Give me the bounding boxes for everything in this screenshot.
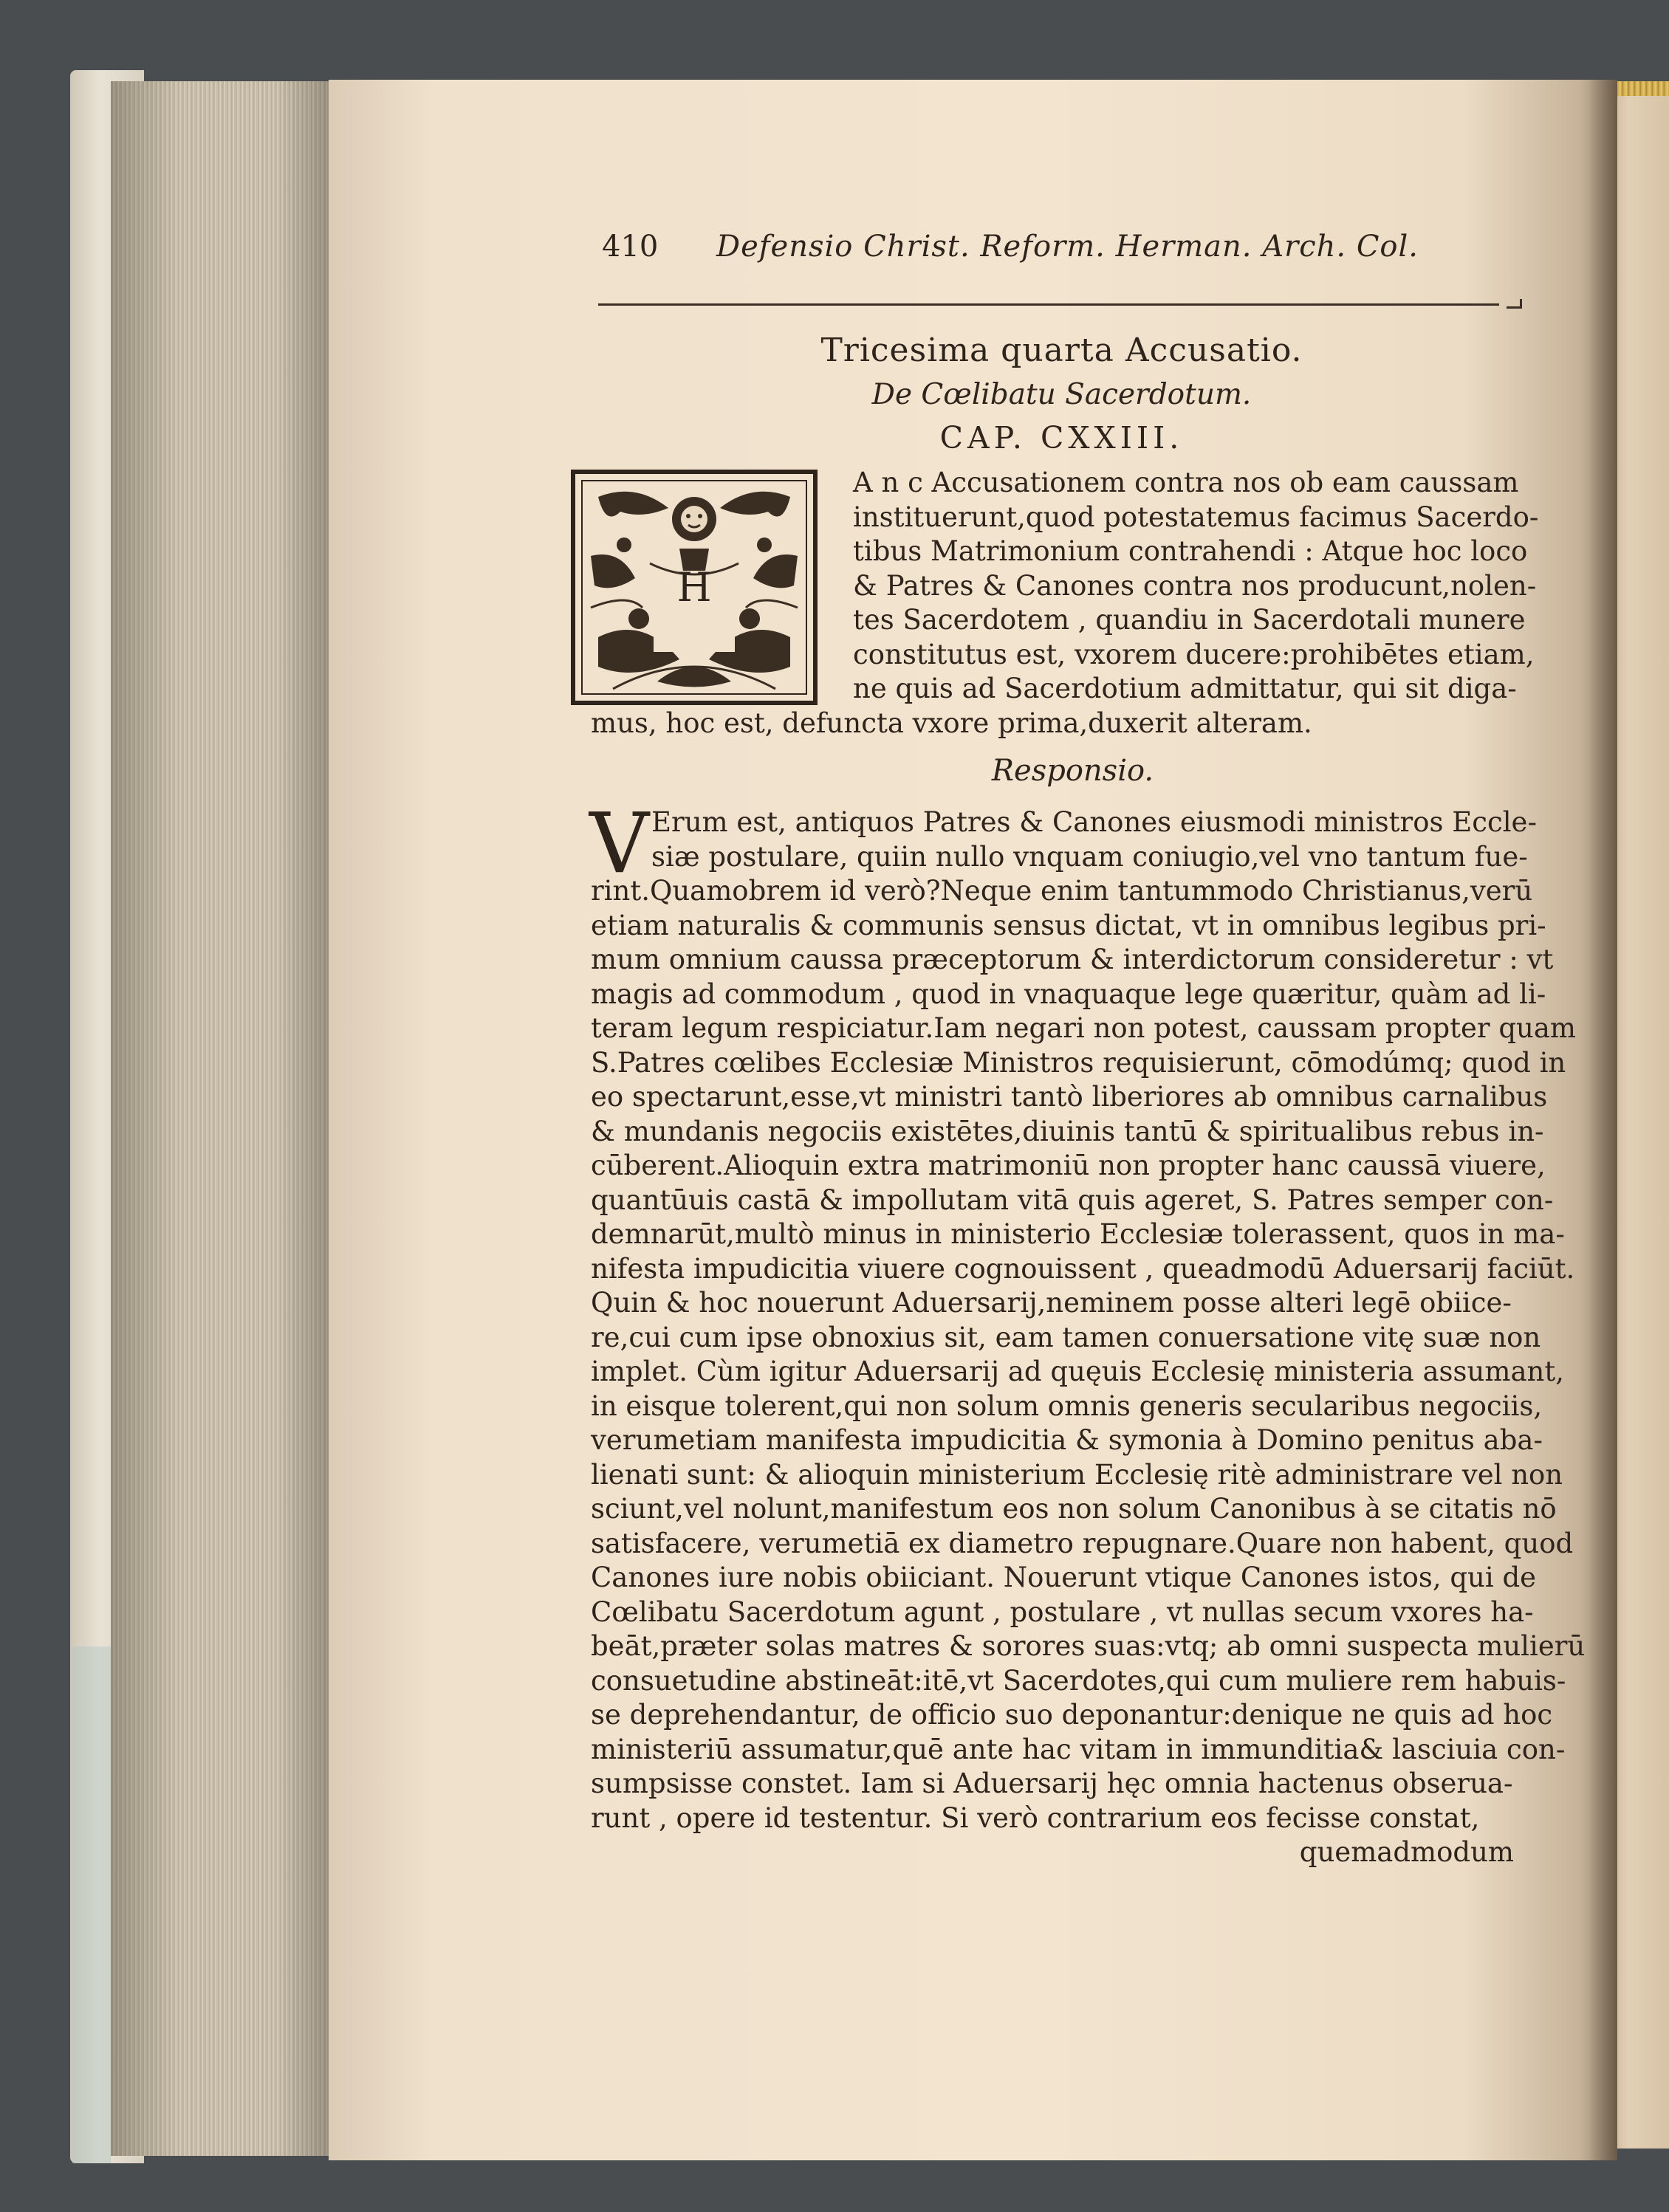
text-line: nifesta impudicitia viuere cognouissent , queadmodū Aduersarij faciūt. [591,1252,1575,1285]
catchword: quemadmodum [1299,1836,1514,1868]
text-line: runt , opere id testentur. Si verò contrarium eos fecisse constat, [591,1801,1480,1834]
head-rule-ornament [1507,299,1522,309]
initial-letter: H [676,564,712,611]
text-line: ne quis ad Sacerdotium admittatur, qui sit diga- [853,673,1517,704]
text-line: lienati sunt: & alioquin ministerium Ecclesię ritè administrare vel non [591,1458,1563,1491]
text-line: Canones iure nobis obiiciant. Nouerunt vtique Canones istos, qui de [591,1562,1537,1593]
text-line: re,cui cum ipse obnoxius sit, eam tamen conuersatione vitę suæ non [591,1321,1541,1353]
running-title: Defensio Christ. Reform. Herman. Arch. Col. [716,230,1419,264]
text-line: beāt,præter solas matres & sorores suas:vtq; ab omni suspecta mulierū [591,1630,1586,1662]
text-line: sciunt,vel nolunt,manifestum eos non solum Canonibus à se citatis nō [591,1493,1557,1525]
text-line: A n c Accusationem contra nos ob eam caussam [853,467,1519,498]
text-line: teram legum respiciatur.Iam negari non potest, caussam propter quam [591,1012,1577,1044]
head-rule [598,303,1499,306]
page-number: 410 [602,230,659,264]
text-line: mum omnium caussa præceptorum & interdictorum consideretur : vt [591,944,1554,975]
text-line: instituerunt,quod potestatemus facimus Sacerdo- [853,501,1539,533]
page-edges-shadow [111,81,332,2156]
page-gutter-shadow [1588,80,1617,2160]
text-line: consuetudine abstineāt:itē,vt Sacerdotes,qui cum muliere rem habuis- [591,1664,1566,1697]
text-line: cūberent.Alioquin extra matrimoniū non propter hanc caussā viuere, [591,1150,1546,1181]
response-paragraph [589,796,1586,1835]
text-line: rint.Quamobrem id verò?Neque enim tantummodo Christianus,verū [591,875,1533,907]
text-line: etiam naturalis & communis sensus dictat, vt in omnibus legibus pri- [591,909,1546,941]
text-line: constitutus est, vxorem ducere:prohibētes etiam, [853,638,1535,670]
text-block [589,225,1586,1869]
woodcut-ornament-icon [569,467,820,707]
text-line: se deprehendantur, de officio suo deponantur:denique ne quis ad hoc [591,1699,1553,1731]
text-line: eo spectarunt,esse,vt ministri tantò liberiores ab omnibus carnalibus [591,1081,1548,1113]
text-line: mus, hoc est, defuncta vxore prima,duxerit alteram. [591,707,1312,739]
text-line: sumpsisse constet. Iam si Aduersarij hęc omnia hactenus obserua- [591,1768,1513,1799]
text-line: S.Patres cœlibes Ecclesiæ Ministros requisierunt, cōmodúmq; quod in [591,1046,1566,1079]
text-line: demnarūt,multò minus in ministerio Ecclesiæ tolerassent, quos in ma- [591,1218,1565,1250]
response-heading: Responsio. [991,754,1154,788]
text-line: & mundanis negociis existētes,diuinis tantū & spiritualibus rebus in- [591,1115,1544,1147]
text-line: satisfacere, verumetiā ex diametro repugnare.Quare non habent, quod [591,1527,1574,1559]
section-title: Tricesima quarta Accusatio. [820,332,1303,369]
section-subtitle: De Cœlibatu Sacerdotum. [871,378,1252,411]
text-line: Quin & hoc nouerunt Aduersarij,neminem posse alteri legē obiice- [591,1287,1512,1319]
chapter-number: CAP. CXXIII. [939,420,1184,456]
cover-binding-band [72,1646,111,2163]
text-line: quantūuis castā & impollutam vitā quis ageret, S. Patres semper con- [591,1184,1554,1216]
text-line: tes Sacerdotem , quandiu in Sacerdotali munere [853,604,1526,636]
text-line: siæ postulare, quiin nullo vnquam coniugio,vel vno tantum fue- [651,840,1528,873]
opening-paragraph [591,466,1539,741]
text-line: & Patres & Canones contra nos producunt,nolen- [853,569,1537,602]
running-head [591,225,1532,277]
text-line: Erum est, antiquos Patres & Canones eiusmodi ministros Eccle- [651,806,1537,838]
text-line: implet. Cùm igitur Aduersarij ad quęuis Ecclesię ministeria assumant, [591,1356,1564,1387]
text-line: ministeriū assumatur,quē ante hac vitam in immunditia& lasciuia con- [591,1733,1566,1765]
text-line: Cœlibatu Sacerdotum agunt , postulare , vt nullas secum vxores ha- [591,1596,1534,1628]
decorated-initial [569,467,820,707]
text-line: tibus Matrimonium contrahendi : Atque hoc loco [853,535,1528,567]
text-line: magis ad commodum , quod in vnaquaque lege quæritur, quàm ad li- [591,978,1546,1010]
drop-initial: V [589,796,649,892]
text-line: in eisque tolerent,qui non solum omnis generis secularibus negociis, [591,1390,1543,1422]
text-line: verumetiam manifesta impudicitia & symonia à Domino penitus aba- [591,1424,1543,1456]
